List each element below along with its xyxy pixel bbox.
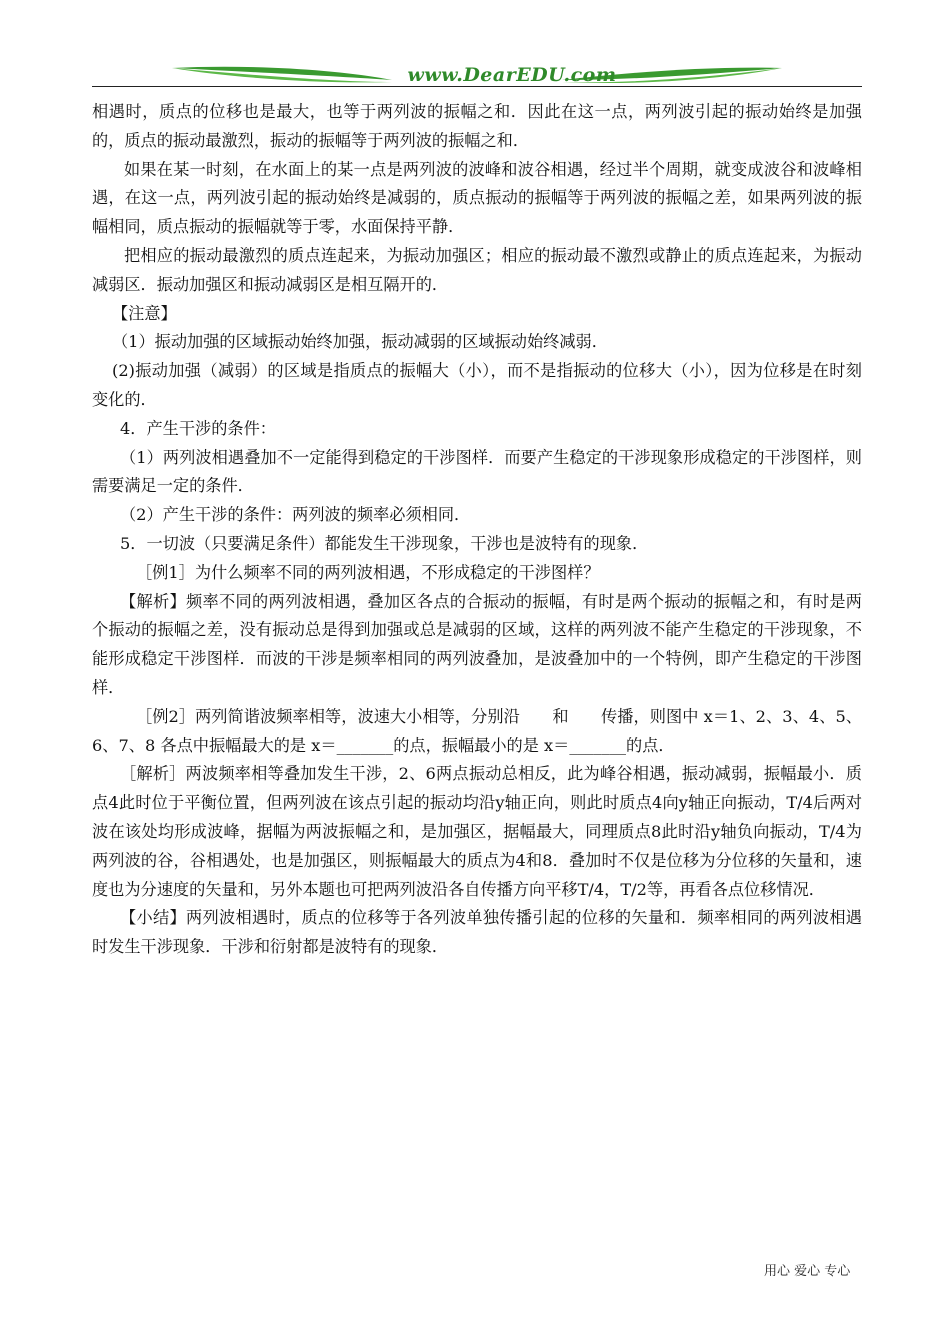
footer-slogan: 用心 爱心 专心 — [764, 1264, 851, 1279]
example-1-analysis: 【解析】频率不同的两列波相遇，叠加区各点的合振动的振幅，有时是两个振动的振幅之和，有时是两个振动的振幅之差，没有振动总是得到加强或总是减弱的区域，这样的两列波不能产生稳定的干涉现象，不能形成稳定干涉图样．而波的干涉是频率相同的两列波叠加，是波叠加中的一个特例，即产生稳定的干涉图样． — [92, 591, 862, 697]
condition-item-1: （1）两列波相遇叠加不一定能得到稳定的干涉图样．而要产生稳定的干涉现象形成稳定的干涉图样，则需要满足一定的条件． — [92, 447, 862, 496]
example-1-question: ［例1］为什么频率不同的两列波相遇，不形成稳定的干涉图样？ — [136, 562, 600, 582]
example-2-question: ［例2］两列简谐波频率相等，波速大小相等，分别沿 和 传播，则图中 x＝1、2、3、4、5、6、7、8 各点中振幅最大的是 x＝_______的点，振幅最小的是 x＝_______的点． — [92, 706, 862, 755]
site-logo-text[interactable]: www.DearEDU.com — [407, 64, 617, 86]
paragraph-continuation: 相遇时，质点的位移也是最大，也等于两列波的振幅之和．因此在这一点，两列波引起的振动始终是加强的，质点的振动最激烈，振动的振幅等于两列波的振幅之和． — [92, 102, 862, 150]
condition-item-2: （2）产生干涉的条件：两列波的频率必须相同． — [120, 505, 471, 525]
summary: 【小结】两列波相遇时，质点的位移等于各列波单独传播引起的位移的矢量和．频率相同的两列波相遇时发生干涉现象．干涉和衍射都是波特有的现象． — [92, 908, 862, 957]
paragraph-trough-crest: 如果在某一时刻，在水面上的某一点是两列波的波峰和波谷相遇，经过半个周期，就变成波谷和波峰相遇，在这一点，两列波引起的振动始终是减弱的，质点振动的振幅等于两列波的振幅之差，如果两列波的振幅相同，质点振动的振幅就等于零，水面保持平静． — [92, 159, 862, 237]
section-4-heading: 4．产生干涉的条件： — [120, 418, 276, 438]
section-5: 5．一切波（只要满足条件）都能发生干涉现象，干涉也是波特有的现象． — [120, 533, 649, 553]
heading-note: 【注意】 — [112, 303, 177, 323]
example-2-analysis: ［解析］两波频率相等叠加发生干涉，2、6两点振动总相反，此为峰谷相遇，振动减弱，振幅最小．质点4此时位于平衡位置，但两列波在该点引起的振动均沿y轴正向，则此时质点4向y轴正向振动，T/4后两对波在该处均形成波峰，据幅为两波振幅之和，是加强区，据幅最大，同理质点8此时沿y轴负向振动，T/4为两列波的谷，谷相遇处，也是加强区，则振幅最大的质点为4和8．叠加时不仅是位移为分位移的矢量和，速度也为分速度的矢量和，另外本题也可把两列波沿各自传播方向平移T/4，T/2等，再看各点位移情况． — [92, 764, 862, 899]
paragraph-regions: 把相应的振动最激烈的质点连起来，为振动加强区；相应的振动最不激烈或静止的质点连起来，为振动减弱区．振动加强区和振动减弱区是相互隔开的． — [92, 245, 862, 294]
document-body — [92, 98, 862, 962]
note-item-1: （1）振动加强的区域振动始终加强，振动减弱的区域振动始终减弱． — [112, 332, 608, 352]
header-rule — [92, 86, 862, 87]
note-item-2: (2)振动加强（减弱）的区域是指质点的振幅大（小），而不是指振动的位移大（小），因为位移是在时刻变化的． — [92, 361, 862, 409]
